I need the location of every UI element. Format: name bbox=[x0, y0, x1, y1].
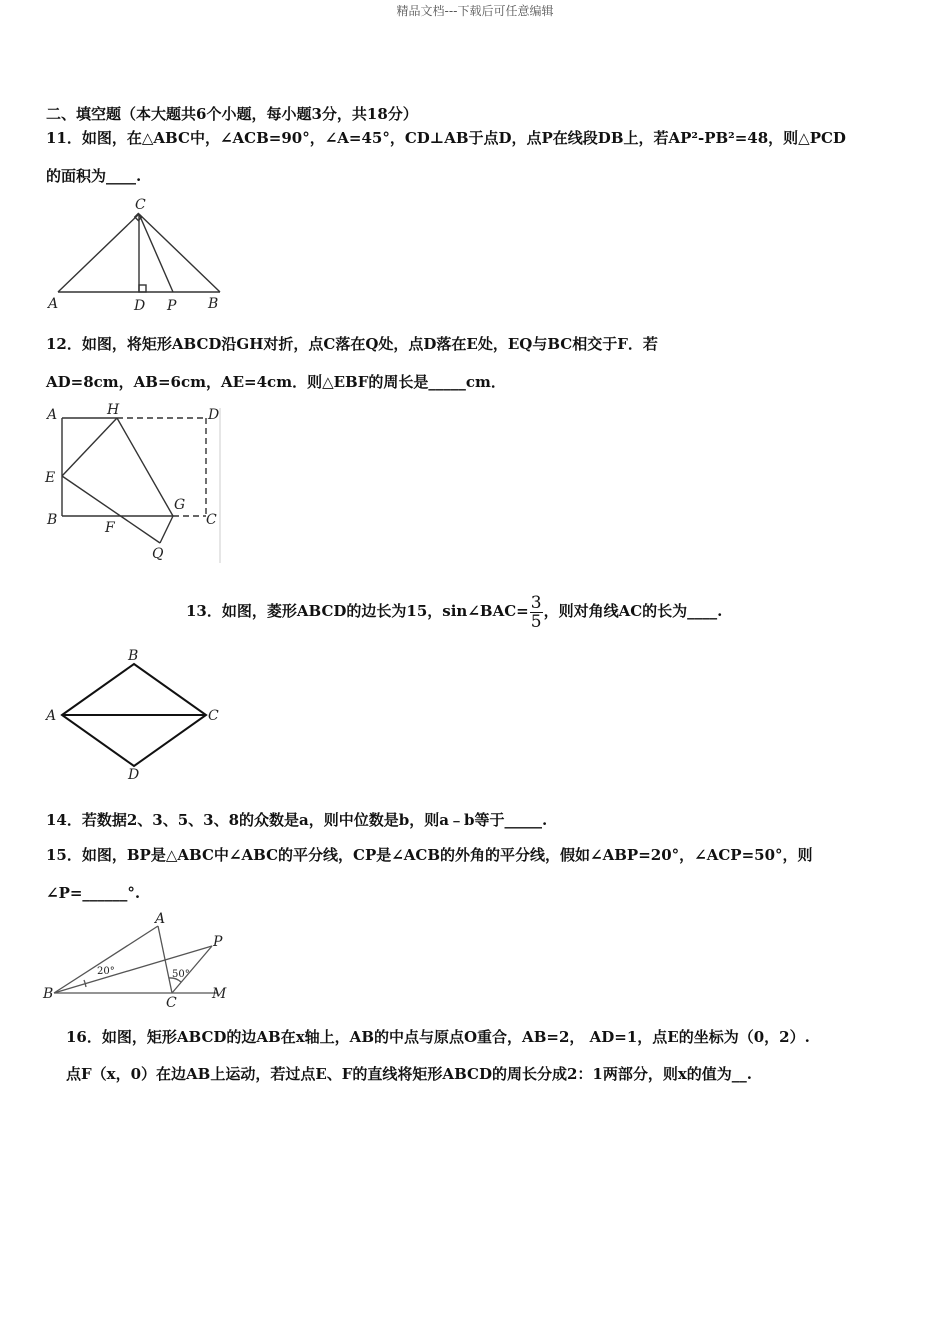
q15-angle-bisector-figure bbox=[40, 908, 240, 1010]
label-H: H bbox=[107, 402, 120, 418]
label-P: P bbox=[213, 934, 223, 950]
section-title: 二、填空题（本大题共6个小题，每小题3分，共18分） bbox=[46, 105, 418, 123]
q11-line2: 的面积为____. bbox=[46, 167, 142, 185]
angle-50-label: 50° bbox=[172, 969, 190, 980]
label-C: C bbox=[208, 708, 219, 724]
label-D: D bbox=[208, 407, 220, 423]
label-M: M bbox=[212, 986, 227, 1002]
label-B: B bbox=[128, 648, 139, 664]
q13-fraction bbox=[530, 594, 543, 631]
q16-line2: 点F（x，0）在边AB上运动，若过点E、F的直线将矩形ABCD的周长分成2：1两部分，则x的值为__. bbox=[66, 1065, 753, 1083]
q13-text-after: ，则对角线AC的长为____. bbox=[543, 602, 723, 620]
q16-line1: 16．如图，矩形ABCD的边AB在x轴上，AB的中点与原点O重合，AB=2， AD=1，点E的坐标为（0，2）. bbox=[66, 1028, 810, 1046]
q12-rectangle-fold-figure bbox=[40, 398, 230, 564]
q13-denominator: 5 bbox=[530, 611, 542, 632]
q13-text-before: 13．如图，菱形ABCD的边长为15，sin∠BAC= bbox=[186, 602, 529, 620]
label-E: E bbox=[45, 470, 56, 486]
q13-line bbox=[186, 591, 722, 631]
label-B: B bbox=[43, 986, 54, 1002]
label-A: A bbox=[48, 296, 59, 312]
label-A: A bbox=[46, 708, 57, 724]
q15-line1: 15．如图，BP是△ABC中∠ABC的平分线，CP是∠ACB的外角的平分线，假如∠ABP=20°，∠ACP=50°，则 bbox=[46, 846, 813, 864]
q13-numerator: 3 bbox=[530, 592, 542, 613]
label-Q: Q bbox=[152, 546, 164, 562]
q12-line2: AD=8cm，AB=6cm，AE=4cm．则△EBF的周长是_____cm． bbox=[46, 373, 506, 391]
label-C: C bbox=[166, 995, 177, 1010]
q12-line1: 12．如图，将矩形ABCD沿GH对折，点C落在Q处，点D落在E处，EQ与BC相交于F．若 bbox=[46, 335, 658, 353]
angle-20-label: 20° bbox=[97, 966, 115, 977]
q13-rhombus-figure bbox=[40, 646, 230, 780]
label-F: F bbox=[105, 520, 115, 536]
q15-line2: ∠P=______°. bbox=[46, 884, 141, 902]
q11-line1: 11．如图，在△ABC中，∠ACB=90°，∠A=45°，CD⊥AB于点D，点P在线段DB上，若AP²-PB²=48，则△PCD bbox=[46, 129, 846, 147]
label-B: B bbox=[208, 296, 219, 312]
label-A: A bbox=[47, 407, 58, 423]
label-G: G bbox=[174, 497, 186, 513]
label-P: P bbox=[167, 298, 177, 314]
label-C: C bbox=[206, 512, 217, 528]
label-A: A bbox=[155, 911, 166, 927]
label-D: D bbox=[128, 767, 140, 780]
q11-triangle-figure bbox=[40, 194, 240, 316]
q14-line1: 14．若数据2、3、5、3、8的众数是a，则中位数是b，则a﹣b等于_____. bbox=[46, 811, 548, 829]
page-header: 精品文档---下载后可任意编辑 bbox=[396, 4, 554, 18]
label-B: B bbox=[47, 512, 58, 528]
label-C: C bbox=[135, 197, 146, 213]
label-D: D bbox=[134, 298, 146, 314]
